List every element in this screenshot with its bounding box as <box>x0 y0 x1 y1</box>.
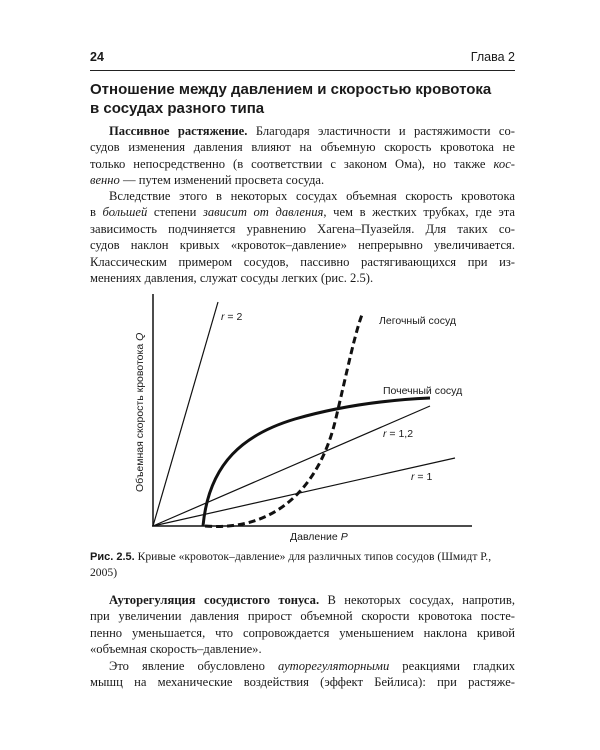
section-title <box>90 80 515 118</box>
label-r-2: r = 2 <box>221 311 243 323</box>
label-r-1-2: r = 1,2 <box>383 428 414 440</box>
figure-caption-label: Рис. 2.5. <box>90 551 135 563</box>
running-header <box>90 48 515 71</box>
y-axis-label: Объемная скорость кровотока Q <box>134 332 146 492</box>
x-axis-label: Давление P <box>290 531 348 542</box>
series-line-r-1 <box>153 458 455 526</box>
paragraph-lead: Пассивное растяжение. <box>109 124 248 138</box>
label-kidney-vessel: Почечный сосуд <box>383 385 463 397</box>
figure-flow-pressure-chart <box>125 292 485 542</box>
paragraph-autoregulation: Ауторегуляция сосудистого тонуса. В некоторых сосудах, напротив, при увеличении давления прирост объемной скорости кровотока посте- пенно уменьшается, что сопровождается уменьшением наклона кривой «объемная скорость–давление». <box>90 593 515 657</box>
section-title-line-2: в сосудах разного типа <box>90 100 265 117</box>
paragraph-passive-stretch: Пассивное растяжение. Благодаря эластичности и растяжимости со- судов изменения давления влияют на объемную скорость кровотока не только непосредственно (в соответствии с законом Ома), но также кос- венно — путем изменений просвета сосуда. <box>90 124 515 188</box>
section-title-line-1: Отношение между давлением и скоростью кровотока <box>90 81 492 98</box>
series-curve-lung-vessel <box>205 312 363 526</box>
paragraph-bayliss: Это явление обусловлено ауторегуляторными реакциями гладких мышц на механические воздействия (эффект Бейлиса): при растяже- <box>90 659 515 690</box>
label-r-1: r = 1 <box>411 471 433 483</box>
paragraph-lead: Ауторегуляция сосудистого тонуса. <box>109 593 320 607</box>
label-lung-vessel: Легочный сосуд <box>379 315 457 327</box>
page-number: 24 <box>90 50 104 64</box>
series-line-r-1-2 <box>153 406 433 526</box>
chapter-label: Глава 2 <box>470 50 515 64</box>
paragraph-consequence: Вследствие этого в некоторых сосудах объемная скорость кровотока в большей степени зависит от давления, чем в жестких трубках, где эта зависимость подчиняется уравнению Хагена–Пуазейля. Для таких со- судов наклон кривых «кровоток–давление» непрерывно увеличивается. Классическим примером сосудов, пассивно растягивающихся при из- менениях давления, служат сосуды легких (рис. 2.5). <box>90 189 516 286</box>
figure-caption: Рис. 2.5. Кривые «кровоток–давление» для различных типов сосудов (Шмидт Р., 2005) <box>90 550 492 579</box>
series-line-r-2 <box>153 302 218 526</box>
